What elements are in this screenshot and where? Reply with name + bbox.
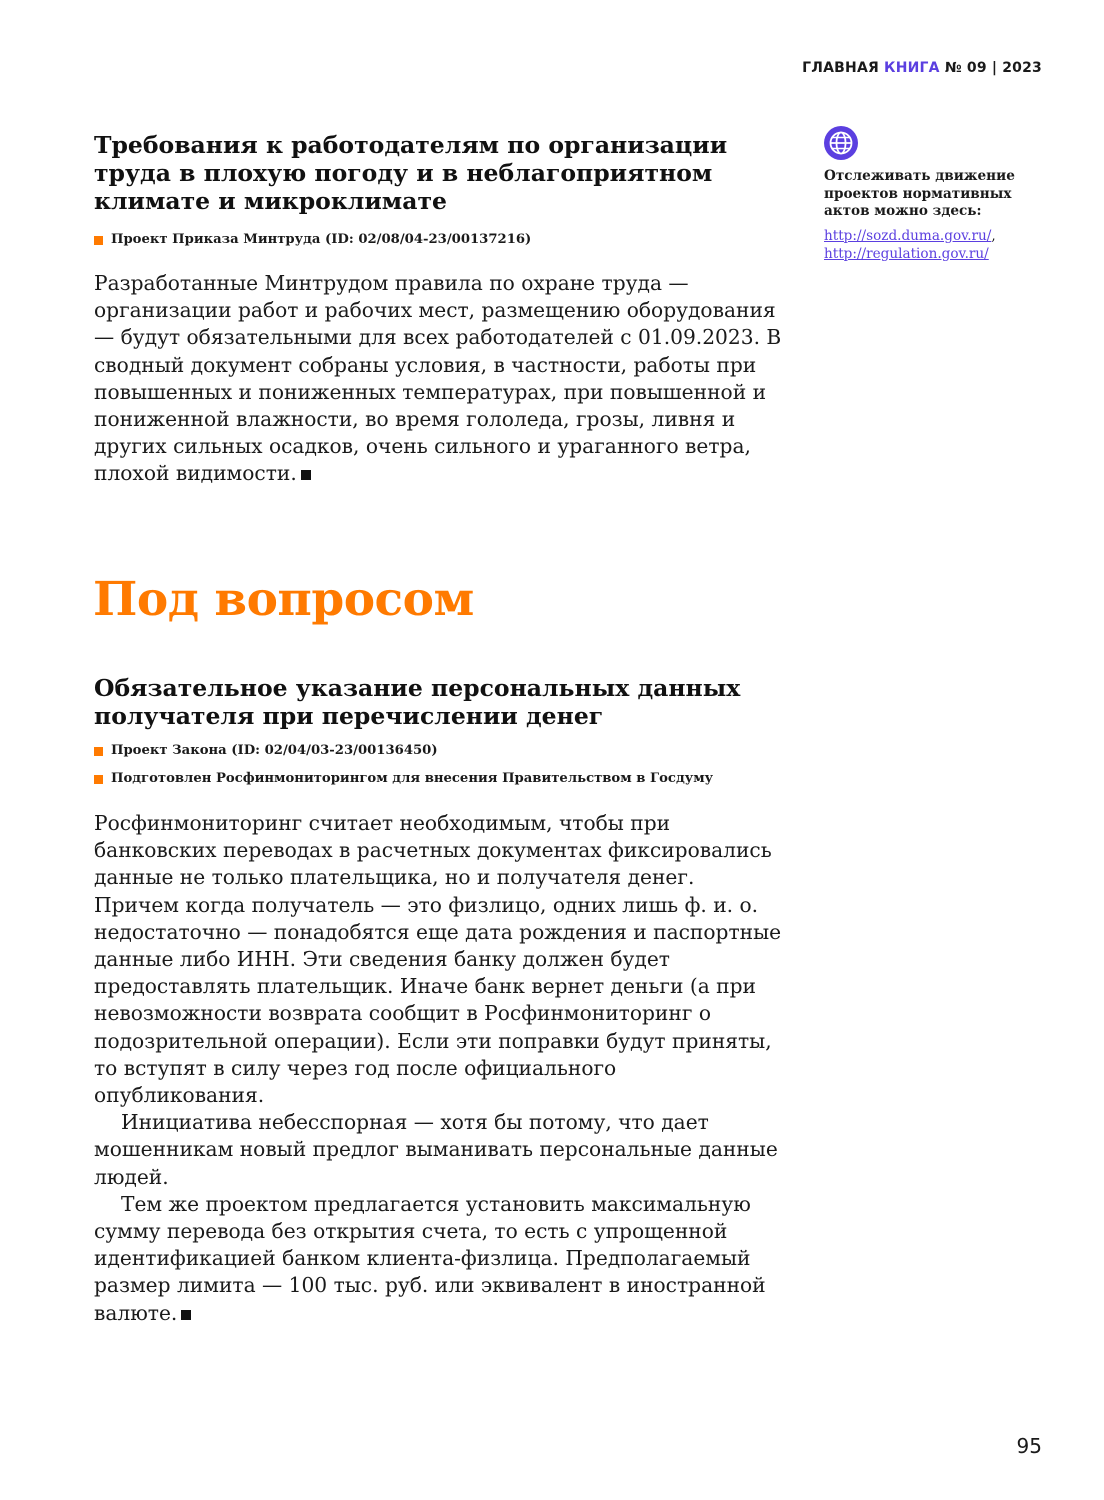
masthead [802, 60, 1042, 76]
paragraph: Инициатива небесспорная — хотя бы потому, что дает мошенникам новый предлог выманивать персональные данные людей. [94, 1110, 778, 1189]
bullet-marker [94, 236, 103, 245]
sidebar-note: Отслеживать движение проектов нормативных актов можно здесь: [824, 168, 1015, 219]
meta-text: Подготовлен Росфинмониторингом для внесения Правительством в Госдуму [111, 771, 714, 786]
meta-line [94, 765, 784, 793]
paragraph: Росфинмониторинг считает необходимым, чтобы при банковских переводах в расчетных документах фиксировались данные не только плательщика, но и получателя денег. Причем когда получатель — это физлицо, одних лишь ф. и. о. недостаточно — понадобятся еще дата рождения и паспортные данные либо ИНН. Эти сведения банку должен будет предоставлять плательщик. Иначе банк вернет деньги (а при невозможности возврата сообщит в Росфинмониторинг о подозрительной операции). Если эти поправки будут приняты, то вступят в силу через год после официального опубликования. [94, 811, 782, 1108]
page-number: 95 [1016, 1434, 1042, 1458]
end-mark [181, 1310, 191, 1320]
masthead-issue: № 09 | 2023 [944, 60, 1042, 76]
article-1-meta [94, 226, 784, 254]
paragraph: Тем же проектом предлагается установить максимальную сумму перевода без открытия счета, то есть с упрощенной идентификацией банком клиента-физлица. Предполагаемый размер лимита — 100 тыс. руб. или эквивалент в иностранной валюте. [94, 1191, 766, 1325]
article-1-title: Требования к работодателям по организации труда в плохую погоду и в неблагоприятном климате и микроклимате [94, 131, 728, 215]
meta-text: Проект Приказа Минтруда (ID: 02/08/04-23/00137216) [111, 232, 532, 247]
meta-line [94, 737, 784, 765]
article-1-body [94, 270, 784, 488]
section-heading: Под вопросом [93, 572, 474, 627]
globe-icon [824, 126, 858, 160]
sidebar-links [824, 227, 1054, 263]
masthead-brand: ГЛАВНАЯ [802, 60, 879, 76]
bullet-marker [94, 775, 103, 784]
article-2-meta [94, 737, 784, 793]
paragraph: Разработанные Минтрудом правила по охране труда — организации работ и рабочих мест, размещению оборудования — будут обязательными для всех работодателей с 01.09.2023. В сводный документ собраны условия, в частности, работы при повышенных и пониженных температурах, при повышенной и пониженной влажности, во время гололеда, грозы, ливня и других сильных осадков, очень сильного и ураганного ветра, плохой видимости. [94, 271, 782, 486]
article-2-title: Обязательное указание персональных данных получателя при перечислении денег [94, 674, 741, 730]
article-2-body [94, 810, 784, 1327]
bullet-marker [94, 747, 103, 756]
meta-line [94, 226, 784, 254]
meta-text: Проект Закона (ID: 02/04/03-23/00136450) [111, 743, 438, 758]
end-mark [301, 470, 311, 480]
link-sozd-duma[interactable]: http://sozd.duma.gov.ru/ [824, 227, 992, 244]
link-regulation[interactable]: http://regulation.gov.ru/ [824, 245, 989, 262]
sidebar [824, 126, 1054, 263]
link-separator: , [991, 227, 996, 244]
article-1 [94, 131, 784, 488]
article-2 [94, 674, 784, 1327]
masthead-brand-accent: КНИГА [884, 60, 940, 76]
